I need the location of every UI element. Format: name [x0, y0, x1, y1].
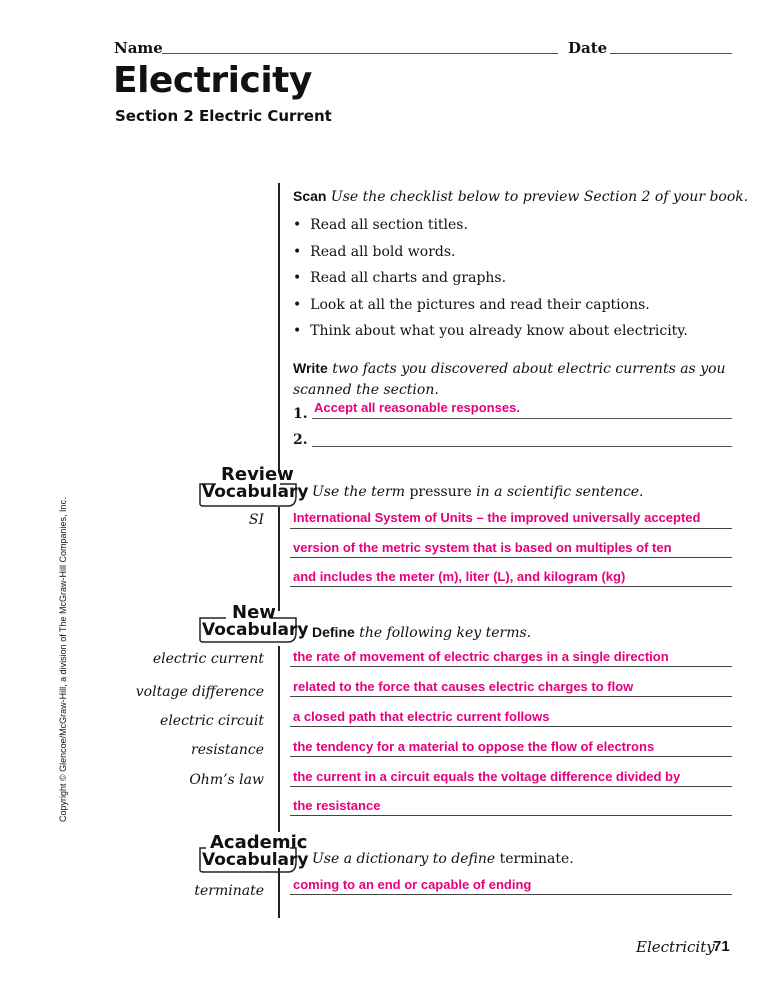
list-item: • Look at all the pictures and read their captions.: [293, 296, 650, 313]
write-line-2[interactable]: [312, 446, 732, 447]
vocab-definition[interactable]: the current in a circuit equals the voltage difference divided by: [293, 769, 681, 784]
write-answer-1[interactable]: Accept all reasonable responses.: [314, 400, 520, 415]
answer-line: [290, 557, 732, 558]
page-title: Electricity: [113, 60, 312, 101]
divider-bar-review: [278, 507, 280, 611]
divider-bar-top: [278, 183, 280, 473]
new-vocab-instruction: Define the following key terms.: [312, 624, 532, 641]
answer-line: [290, 528, 732, 529]
vocab-definition[interactable]: the tendency for a material to oppose the flow of electrons: [293, 739, 655, 754]
vocab-definition-continuation[interactable]: the resistance: [293, 798, 381, 813]
answer-line: [290, 666, 732, 667]
list-item: • Read all charts and graphs.: [293, 270, 507, 286]
review-vocab-heading-2: Vocabulary: [202, 482, 309, 502]
write-instruction: Write two facts you discovered about electric currents as you scanned the section.: [293, 360, 726, 398]
academic-answer[interactable]: coming to an end or capable of ending: [293, 877, 532, 892]
new-vocab-heading-2: Vocabulary: [202, 620, 309, 640]
answer-line: [290, 786, 732, 787]
list-item: • Think about what you already know about electricity.: [293, 323, 688, 339]
vocab-definition[interactable]: the rate of movement of electric charges in a single direction: [293, 649, 669, 664]
new-vocab-heading-1: New: [232, 602, 276, 623]
academic-term: terminate: [194, 883, 264, 899]
page-number: 71: [713, 938, 730, 955]
write-item-number: 1.: [293, 406, 308, 422]
vocab-term: electric circuit: [160, 713, 264, 729]
scan-keyword: Scan: [293, 188, 327, 204]
write-item-number: 2.: [293, 432, 308, 448]
review-instruction: Use the term pressure in a scientific sentence.: [312, 484, 644, 500]
date-line[interactable]: [610, 53, 732, 54]
scan-instruction-text: Use the checklist below to preview Section 2 of your book.: [330, 189, 749, 205]
list-item: • Read all bold words.: [293, 243, 456, 260]
write-line-1[interactable]: [312, 418, 732, 419]
scan-instruction: [293, 188, 748, 205]
answer-line: [290, 894, 732, 895]
academic-instruction: Use a dictionary to define terminate.: [312, 851, 574, 867]
answer-line: [290, 586, 732, 587]
divider-bar-academic: [278, 868, 280, 918]
review-vocab-heading-1: Review: [221, 464, 294, 485]
review-answer-line-1[interactable]: International System of Units – the improved universally accepted: [293, 510, 701, 525]
footer-label: Electricity: [636, 938, 715, 956]
section-subtitle: Section 2 Electric Current: [115, 107, 332, 125]
answer-line: [290, 756, 732, 757]
name-label: Name: [114, 39, 163, 57]
vocab-definition[interactable]: a closed path that electric current follows: [293, 709, 550, 724]
answer-line: [290, 815, 732, 816]
divider-bar-new: [278, 646, 280, 832]
answer-line: [290, 726, 732, 727]
vocab-term: voltage difference: [135, 684, 264, 700]
vocab-term: electric current: [152, 651, 264, 667]
scan-checklist: [293, 212, 688, 345]
list-item: • Read all section titles.: [293, 217, 468, 233]
answer-line: [290, 696, 732, 697]
academic-vocab-heading-1: Academic: [210, 832, 308, 853]
review-answer-line-2[interactable]: version of the metric system that is based on multiples of ten: [293, 540, 672, 555]
review-answer-line-3[interactable]: and includes the meter (m), liter (L), and kilogram (kg): [293, 569, 626, 584]
review-term: SI: [248, 512, 264, 528]
name-line[interactable]: [162, 53, 558, 54]
vocab-definition[interactable]: related to the force that causes electric charges to flow: [293, 679, 634, 694]
vocab-term: Ohm’s law: [189, 772, 264, 788]
academic-vocab-heading-2: Vocabulary: [202, 850, 309, 870]
write-keyword: Write: [293, 360, 328, 376]
copyright-notice: Copyright © Glencoe/McGraw-Hill, a division of The McGraw-Hill Companies, Inc.: [58, 497, 68, 822]
date-label: Date: [568, 39, 608, 57]
vocab-term: resistance: [191, 742, 264, 758]
define-keyword: Define: [312, 624, 355, 640]
